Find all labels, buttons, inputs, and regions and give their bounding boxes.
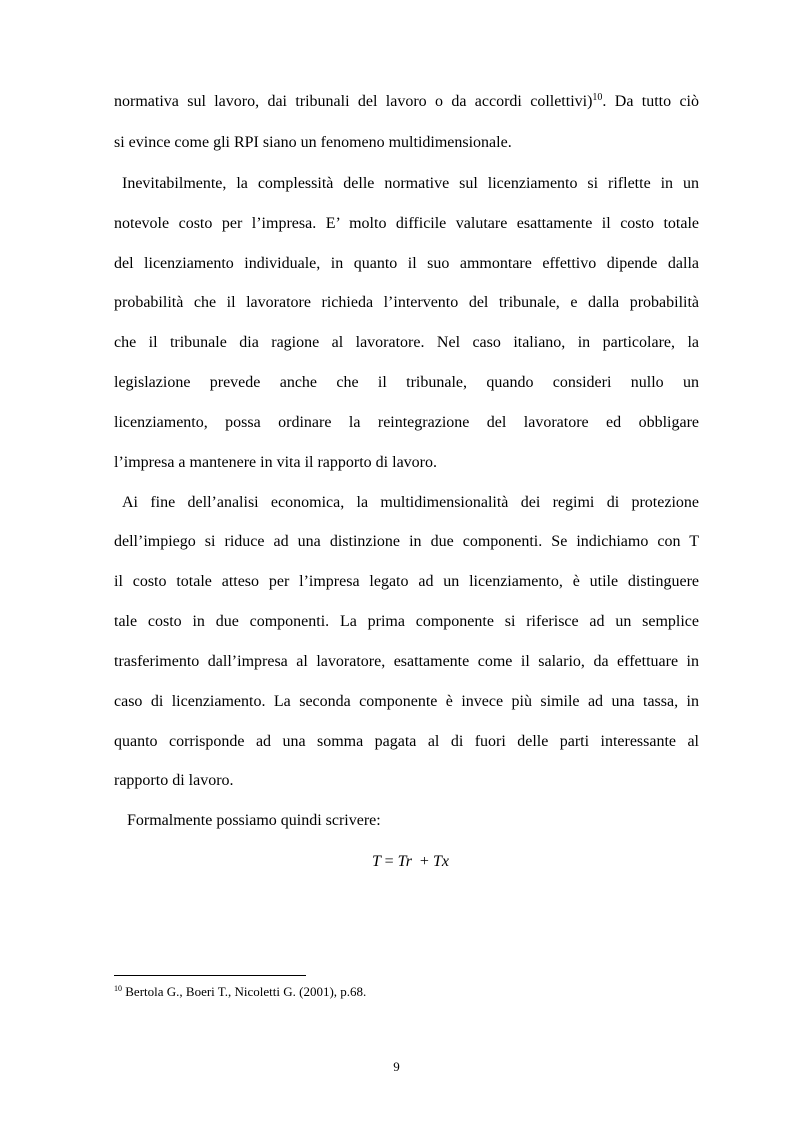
footnote-separator bbox=[114, 975, 306, 976]
formula-term-1: Tr bbox=[397, 853, 412, 870]
formula-plus: + bbox=[419, 853, 429, 870]
paragraph-3-line: trasferimento dall’impresa al lavoratore, esattamente come il salario, da effettuare in bbox=[114, 653, 699, 670]
paragraph-2-line: del licenziamento individuale, in quanto il suo ammontare effettivo dipende dalla bbox=[114, 255, 699, 272]
paragraph-2-line: licenziamento, possa ordinare la reintegrazione del lavoratore ed obbligare bbox=[114, 414, 699, 431]
footnote-number: 10 bbox=[114, 984, 122, 993]
paragraph-3-line: dell’impiego si riduce ad una distinzione in due componenti. Se indichiamo con T bbox=[114, 533, 699, 550]
formula bbox=[0, 852, 793, 872]
paragraph-2-line: legislazione prevede anche che il tribunale, quando consideri nullo un bbox=[114, 374, 699, 391]
paragraph-3-line: tale costo in due componenti. La prima componente si riferisce ad un semplice bbox=[114, 613, 699, 630]
footnote bbox=[114, 983, 366, 1003]
paragraph-1-line-1-text: normativa sul lavoro, dai tribunali del lavoro o da accordi collettivi) bbox=[114, 93, 593, 110]
page-number: 9 bbox=[393, 1059, 400, 1074]
paragraph-2-line: che il tribunale dia ragione al lavoratore. Nel caso italiano, in particolare, la bbox=[114, 334, 699, 351]
paragraph-3-line: il costo totale atteso per l’impresa legato ad un licenziamento, è utile distinguere bbox=[114, 573, 699, 590]
paragraph-2-line: l’impresa a mantenere in vita il rapporto di lavoro. bbox=[114, 454, 437, 471]
paragraph-3-line: Ai fine dell’analisi economica, la multidimensionalità dei regimi di protezione bbox=[122, 494, 699, 511]
paragraph-3-line: quanto corrisponde ad una somma pagata al di fuori delle parti interessante al bbox=[114, 733, 699, 750]
formula-equals: = bbox=[384, 853, 394, 870]
paragraph-2-line: notevole costo per l’impresa. E’ molto difficile valutare esattamente il costo totale bbox=[114, 215, 699, 232]
paragraph-1-line-1 bbox=[114, 92, 699, 112]
paragraph-3-line: caso di licenziamento. La seconda componente è invece più simile ad una tassa, in bbox=[114, 693, 699, 710]
footnote-reference[interactable]: 10 bbox=[592, 92, 603, 103]
formula-lhs: T bbox=[372, 853, 381, 870]
paragraph-2-line: probabilità che il lavoratore richieda l’intervento del tribunale, e dalla probabilità bbox=[114, 294, 699, 311]
paragraph-4-line: Formalmente possiamo quindi scrivere: bbox=[127, 812, 381, 829]
paragraph-1-line-2: si evince come gli RPI siano un fenomeno multidimensionale. bbox=[114, 134, 512, 151]
paragraph-2-line: Inevitabilmente, la complessità delle normative sul licenziamento si riflette in un bbox=[122, 175, 699, 192]
paragraph-1-line-1-tail: . Da tutto ciò bbox=[602, 93, 699, 110]
paragraph-3-line: rapporto di lavoro. bbox=[114, 772, 234, 789]
footnote-text: Bertola G., Boeri T., Nicoletti G. (2001), p.68. bbox=[125, 984, 367, 999]
formula-term-2: Tx bbox=[432, 853, 449, 870]
